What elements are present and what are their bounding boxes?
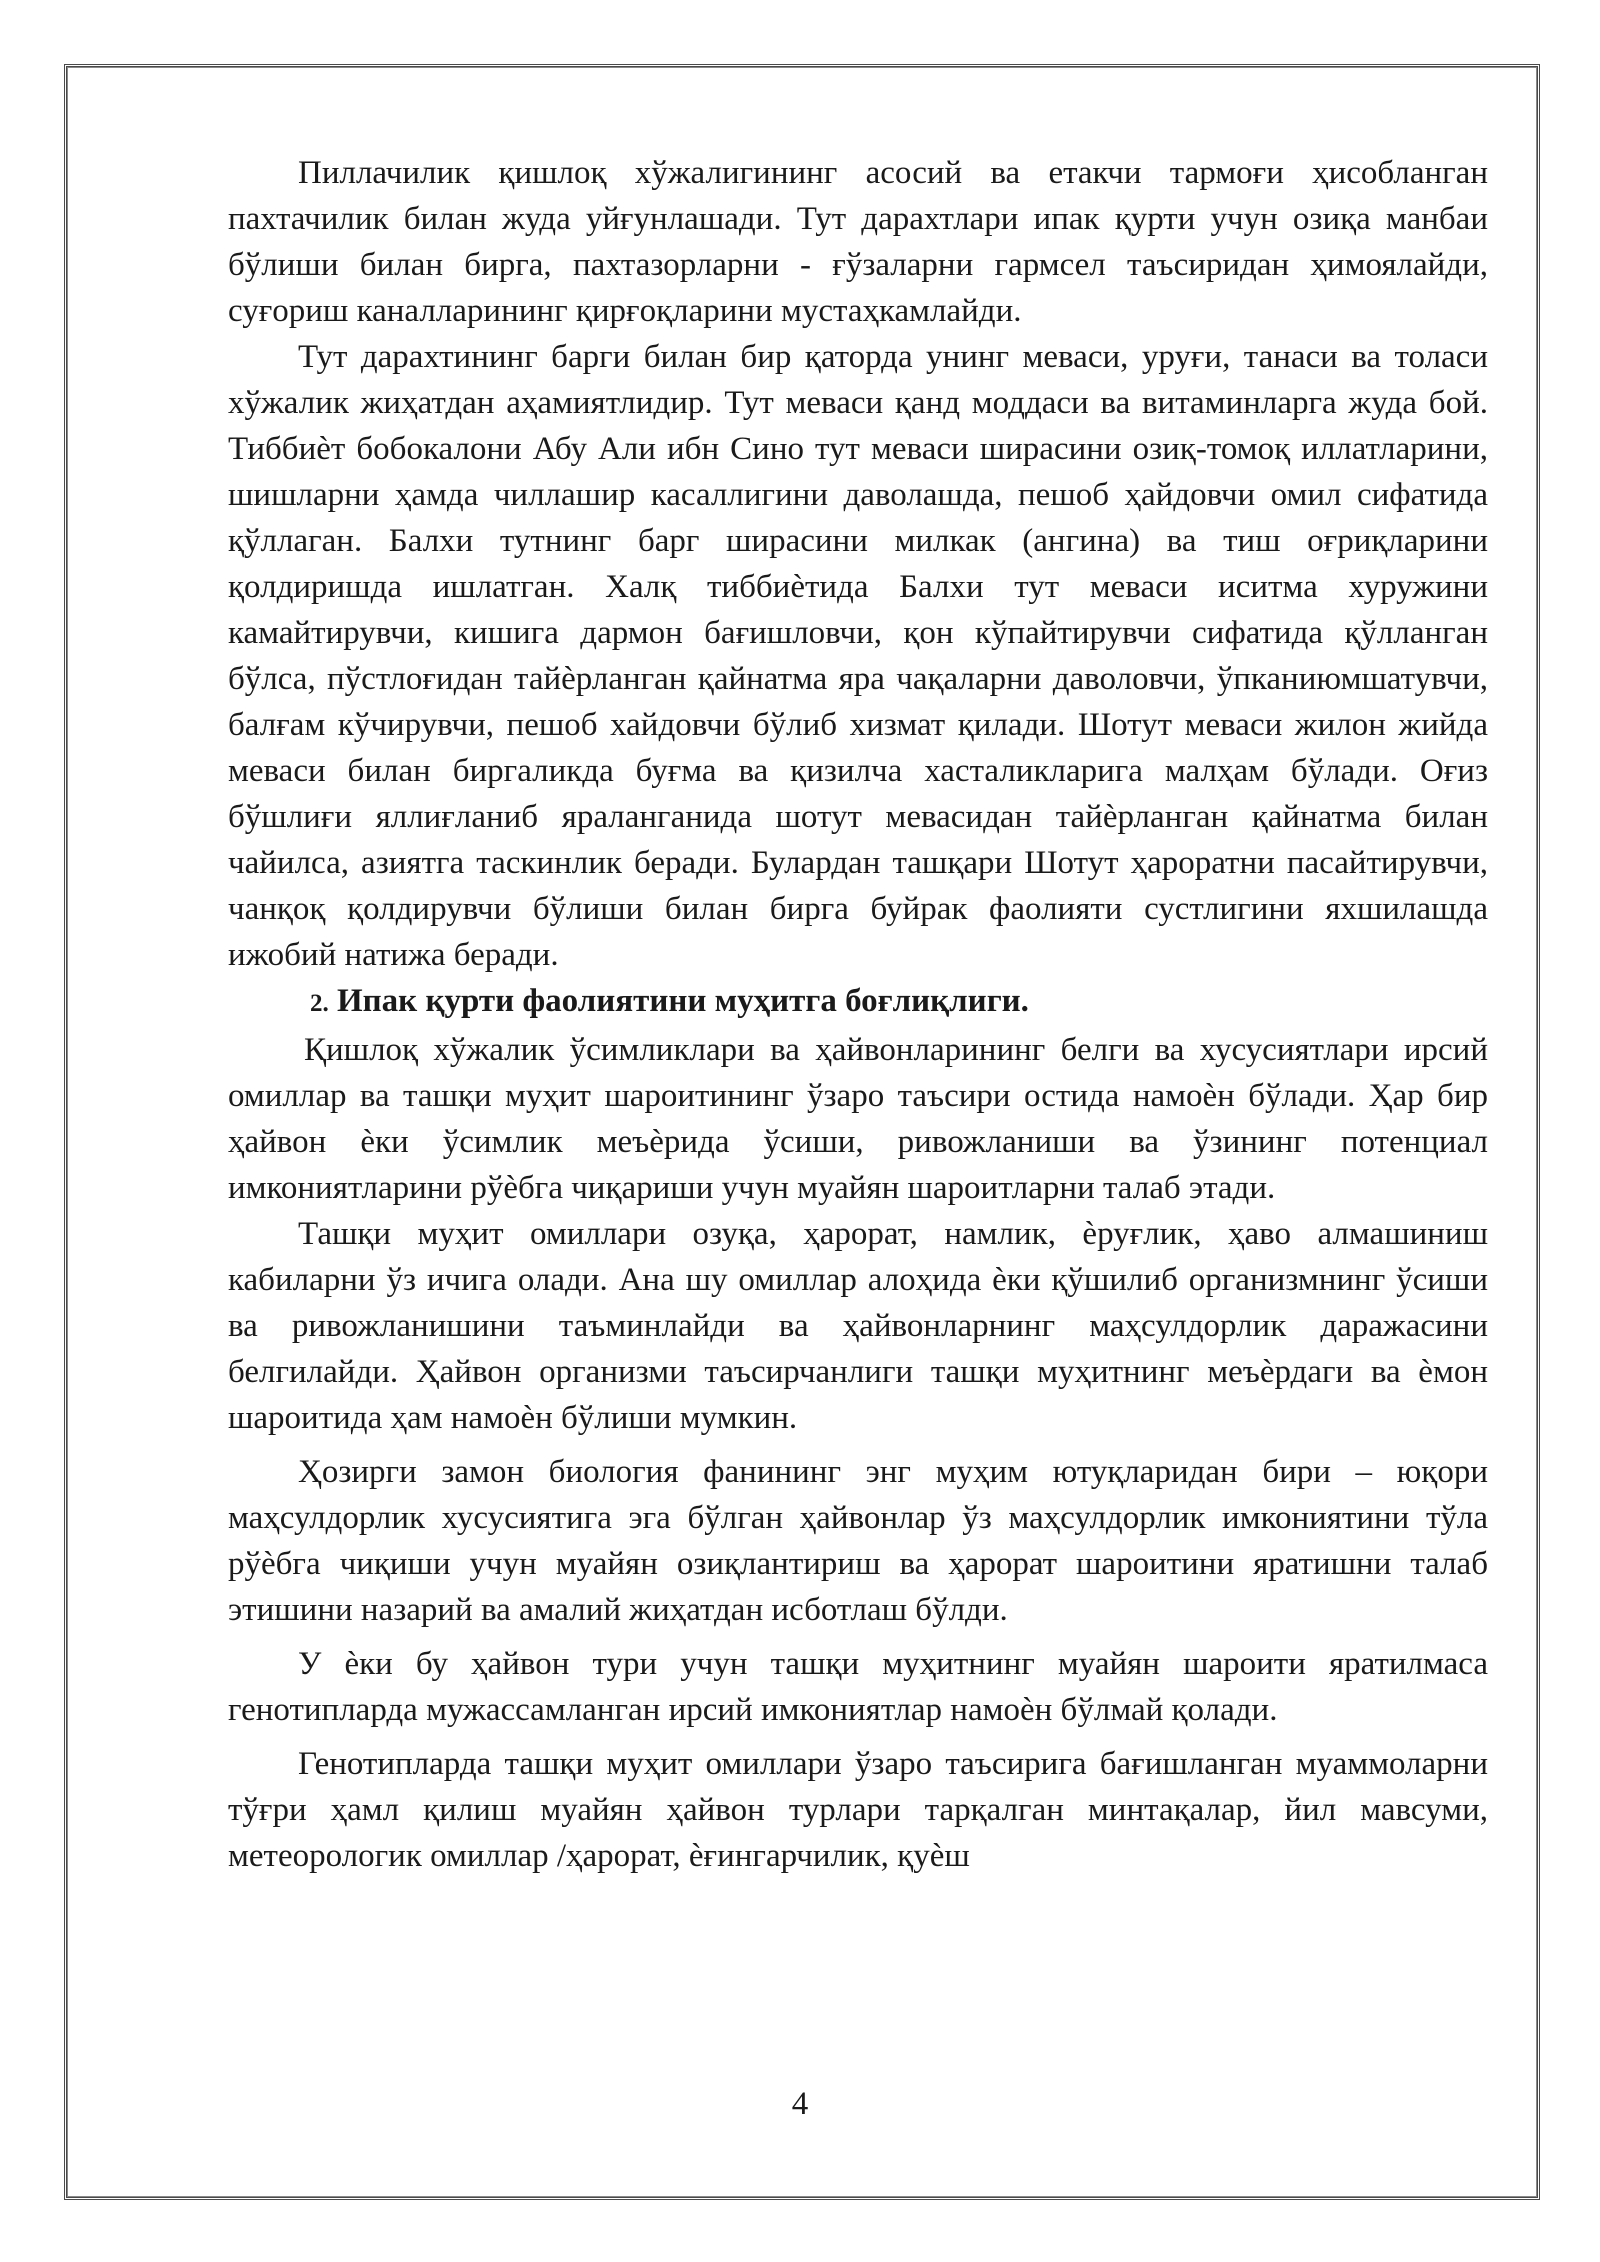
section-title: Ипак қурти фаолиятини муҳитга боғлиқлиги. [337, 983, 1029, 1019]
section-heading [228, 978, 1488, 1027]
section-number: 2. [310, 990, 329, 1017]
paragraph: Генотипларда ташқи муҳит омиллари ўзаро таъсирига бағишланган муаммоларни тўғри ҳамл қилиш муайян ҳайвон турлари тарқалган минтақалар, йил мавсуми, метеорологик омиллар /ҳарорат, ѐғингарчилик, қуѐш [228, 1746, 1488, 1874]
paragraph: Пиллачилик қишлоқ хўжалигининг асосий ва етакчи тармоғи ҳисобланган пахтачилик билан жуда уйғунлашади. Тут дарахтлари ипак қурти учун озиқа манбаи бўлиши билан бирга, пахтазорларни - ғўзаларни гармсел таъсиридан ҳимоялайди, суғориш каналларининг қирғоқларини мустаҳкамлайди. [228, 155, 1488, 329]
paragraph: Ҳозирги замон биология фанининг энг муҳим ютуқларидан бири – юқори маҳсулдорлик хусусиятига эга бўлган ҳайвонлар ўз маҳсулдорлик имкониятини тўла рўѐбга чиқиши учун муайян озиқлантириш ва ҳарорат шароитини яратишни талаб этишини назарий ва амалий жиҳатдан исботлаш бўлди. [228, 1454, 1488, 1628]
paragraph: Тут дарахтининг барги билан бир қаторда унинг меваси, уруғи, танаси ва толаси хўжалик жиҳатдан аҳамиятлидир. Тут меваси қанд моддаси ва витаминларга жуда бой. Тиббиѐт бобокалони Абу Али ибн Сино тут меваси ширасини озиқ-томоқ иллатларини, шишларни ҳамда чиллашир касаллигини даволашда, пешоб ҳайдовчи омил сифатида қўллаган. Балхи тутнинг барг ширасини милкак (ангина) ва тиш оғриқларини қолдиришда ишлатган. Халқ тиббиѐтида Балхи тут меваси иситма хуружини камайтирувчи, кишига дармон бағишловчи, қон кўпайтирувчи сифатида қўлланган бўлса, пўстлоғидан тайѐрланган қайнатма яра чақаларни даволовчи, ўпканиюмшатувчи, балғам кўчирувчи, пешоб хайдовчи бўлиб хизмат қилади. Шотут меваси жилон жийда меваси билан биргаликда буғма ва қизилча хасталикларига малҳам бўлади. Оғиз бўшлиғи яллиғланиб яраланганида шотут мевасидан тайѐрланган қайнатма билан чайилса, азиятга таскинлик беради. Булардан ташқари Шотут ҳароратни пасайтирувчи, чанқоқ қолдирувчи бўлиши билан бирга буйрак фаолияти сустлигини яхшилашда ижобий натижа беради. [228, 339, 1488, 973]
document-body [228, 150, 1488, 1879]
paragraph: У ѐки бу ҳайвон тури учун ташқи муҳитнинг муайян шароити яратилмаса генотипларда мужассамланган ирсий имкониятлар намоѐн бўлмай қолади. [228, 1646, 1488, 1728]
page-number: 4 [791, 2086, 809, 2122]
paragraph: Қишлоқ хўжалик ўсимликлари ва ҳайвонларининг белги ва хусусиятлари ирсий омиллар ва ташқи муҳит шароитининг ўзаро таъсири остида намоѐн бўлади. Ҳар бир ҳайвон ѐки ўсимлик меъѐрида ўсиши, ривожланиши ва ўзининг потенциал имкониятларини рўѐбга чиқариши учун муайян шароитларни талаб этади. [228, 1032, 1488, 1206]
paragraph: Ташқи муҳит омиллари озуқа, ҳарорат, намлик, ѐруғлик, ҳаво алмашиниш кабиларни ўз ичига олади. Ана шу омиллар алоҳида ѐки қўшилиб организмнинг ўсиши ва ривожланишини таъминлайди ва ҳайвонларнинг маҳсулдорлик даражасини белгилайди. Ҳайвон организми таъсирчанлиги ташқи муҳитнинг меъѐрдаги ва ѐмон шароитида ҳам намоѐн бўлиши мумкин. [228, 1216, 1488, 1436]
